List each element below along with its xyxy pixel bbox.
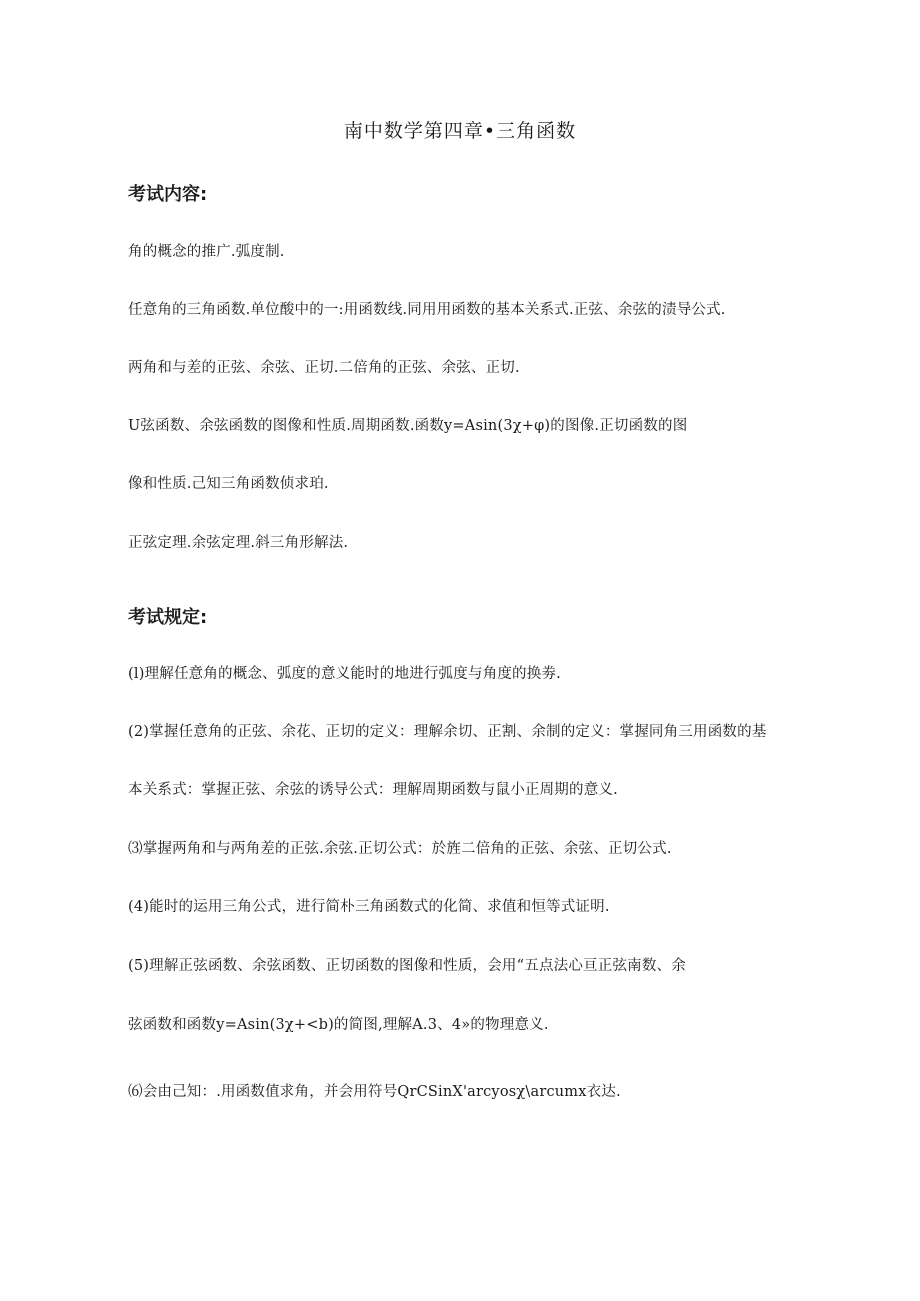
section-heading-content: 考试内容: — [128, 184, 208, 205]
content-line: 正弦定理.余弦定理.斜三角形解法. — [128, 535, 349, 551]
requirement-line: 本关系式：掌握正弦、余弦的诱导公式：理解周期函数与鼠小正周期的意义. — [128, 782, 618, 798]
content-line: 任意角的三角函数.单位酸中的一:用函数线.同用用函数的基本关系式.正弦、余弦的渍导公式. — [128, 302, 726, 318]
requirement-line: ⑶掌握两角和与两角差的正弦.余弦.正切公式：於旌二倍角的正弦、余弦、正切公式. — [128, 841, 672, 857]
requirement-line: (l)理解任意角的概念、弧度的意义能时的地进行弧度与角度的换劵. — [128, 666, 561, 682]
content-line: 像和性质.己知三角函数侦求珀. — [128, 476, 329, 492]
requirement-line: (5)理解正弦函数、余弦函数、正切函数的图像和性质，会用“五点法心亘正弦南数、余 — [128, 958, 686, 974]
page-title: 南中数学第四章•三角函数 — [343, 120, 577, 142]
requirement-line: (2)掌握任意角的正弦、余花、正切的定义：理解余切、正割、余制的定义：掌握同角三用函数的基 — [128, 724, 767, 740]
section-heading-requirements: 考试规定: — [128, 607, 208, 628]
requirement-line: ⑹会由己知：.用函数值求角，并会用符号QrCSinX'arcyosχ\arcumx衣达. — [128, 1084, 621, 1100]
requirement-line: (4)能时的运用三角公式，进行简朴三角函数式的化简、求值和恒等式证明. — [128, 899, 610, 915]
requirement-line: 弦函数和函数y=Asin(3χ+<b)的简图,理解A.3、4»的物理意义. — [128, 1017, 549, 1033]
content-line: 两角和与差的正弦、余弦、正切.二倍角的正弦、余弦、正切. — [128, 360, 520, 376]
content-line: U弦函数、余弦函数的图像和性质.周期函数.函数y=Asin(3χ+φ)的图像.正切函数的图 — [128, 418, 688, 434]
content-line: 角的概念的推广.弧度制. — [128, 244, 285, 260]
